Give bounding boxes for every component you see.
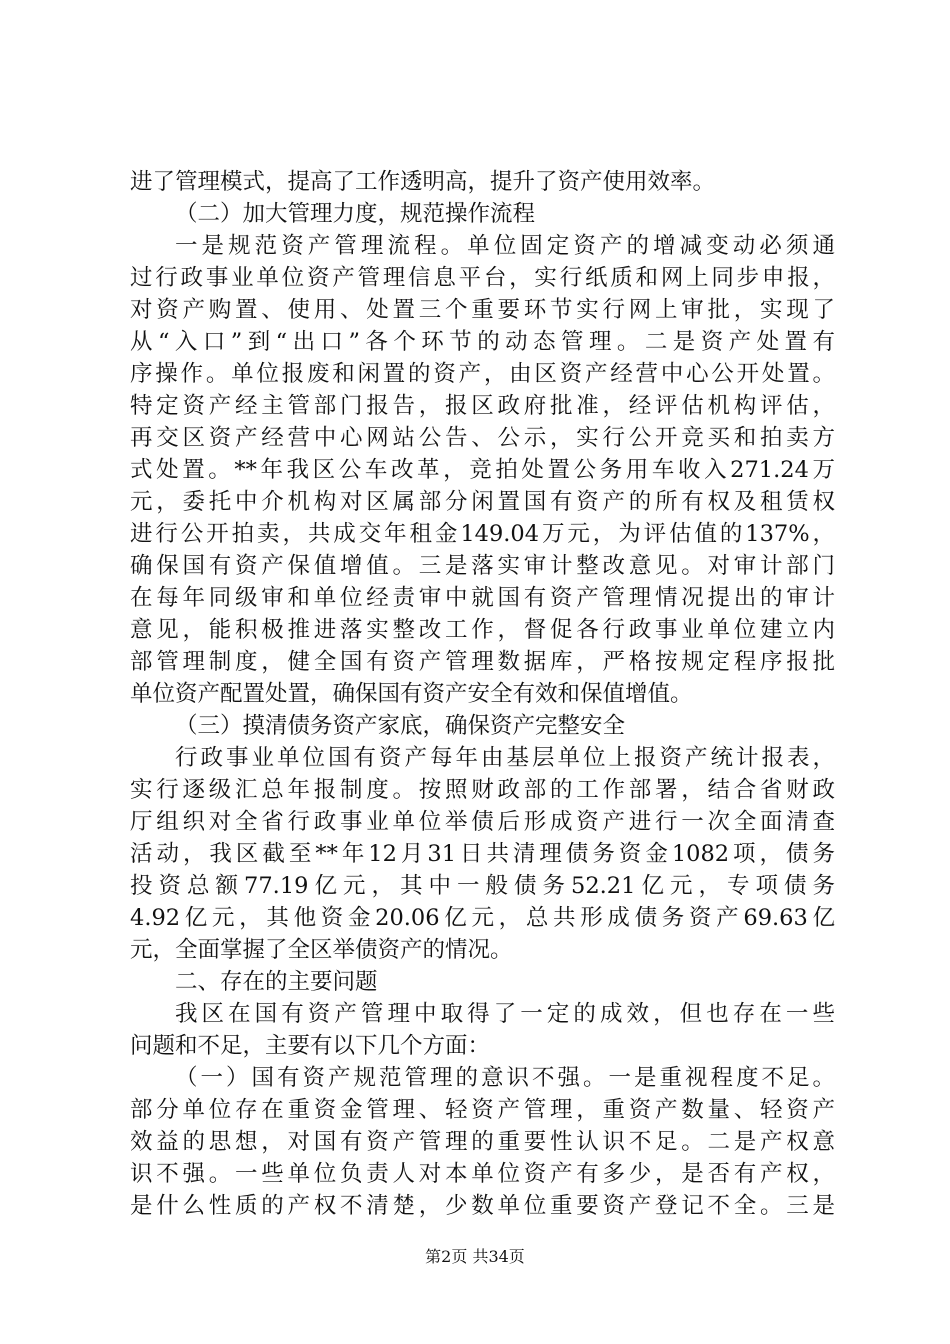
text-line: 4.92亿元，其他资金20.06亿元，总共形成债务资产69.63亿 xyxy=(130,905,835,931)
document-body xyxy=(130,166,835,1222)
text-line: 部分单位存在重资金管理、轻资产管理，重资产数量、轻资产 xyxy=(130,1097,835,1123)
text-line: 投资总额77.19亿元，其中一般债务52.21亿元，专项债务 xyxy=(130,873,835,899)
text-line: 对资产购置、使用、处置三个重要环节实行网上审批，实现了 xyxy=(130,297,835,323)
text-line: 实行逐级汇总年报制度。按照财政部的工作部署，结合省财政 xyxy=(130,777,835,803)
text-line: 厅组织对全省行政事业单位举债后形成资产进行一次全面清查 xyxy=(130,809,835,835)
text-line: 在每年同级审和单位经责审中就国有资产管理情况提出的审计 xyxy=(130,585,835,611)
text-line: 我区在国有资产管理中取得了一定的成效，但也存在一些 xyxy=(175,1001,835,1027)
text-line: （一）国有资产规范管理的意识不强。一是重视程度不足。 xyxy=(175,1065,835,1091)
text-line: 元，委托中介机构对区属部分闲置国有资产的所有权及租赁权 xyxy=(130,489,835,515)
page-number-footer: 第2页 共34页 xyxy=(425,1247,525,1266)
text-line: 再交区资产经营中心网站公告、公示，实行公开竞买和拍卖方 xyxy=(130,425,835,451)
text-line: 一是规范资产管理流程。单位固定资产的增减变动必须通 xyxy=(175,233,835,259)
text-line: 从“入口”到“出口”各个环节的动态管理。二是资产处置有 xyxy=(130,329,835,355)
text-line: 过行政事业单位资产管理信息平台，实行纸质和网上同步申报， xyxy=(130,265,835,291)
text-line: 特定资产经主管部门报告，报区政府批准，经评估机构评估， xyxy=(130,393,835,419)
text-line: 进了管理模式，提高了工作透明高，提升了资产使用效率。 xyxy=(130,169,716,195)
text-line: （二）加大管理力度，规范操作流程 xyxy=(175,201,536,227)
text-line: 单位资产配置处置，确保国有资产安全有效和保值增值。 xyxy=(130,681,693,707)
text-line: 意见，能积极推进落实整改工作，督促各行政事业单位建立内 xyxy=(130,617,835,643)
text-line: 式处置。**年我区公车改革，竞拍处置公务用车收入271.24万 xyxy=(130,457,835,483)
text-line: （三）摸清债务资产家底，确保资产完整安全 xyxy=(175,713,626,739)
text-line: 行政事业单位国有资产每年由基层单位上报资产统计报表， xyxy=(175,745,835,771)
text-line: 确保国有资产保值增值。三是落实审计整改意见。对审计部门 xyxy=(130,553,835,579)
text-line: 问题和不足，主要有以下几个方面： xyxy=(130,1033,491,1059)
text-line: 部管理制度，健全国有资产管理数据库，严格按规定程序报批 xyxy=(130,649,835,675)
text-line: 序操作。单位报废和闲置的资产，由区资产经营中心公开处置。 xyxy=(130,361,835,387)
text-line: 进行公开拍卖，共成交年租金149.04万元，为评估值的137%， xyxy=(130,521,835,547)
text-line: 是什么性质的产权不清楚，少数单位重要资产登记不全。三是 xyxy=(130,1193,835,1219)
text-line: 识不强。一些单位负责人对本单位资产有多少，是否有产权， xyxy=(130,1161,835,1187)
text-line: 元，全面掌握了全区举债资产的情况。 xyxy=(130,937,513,963)
text-line: 二、存在的主要问题 xyxy=(175,969,378,995)
text-line: 活动，我区截至**年12月31日共清理债务资金1082项，债务 xyxy=(130,841,835,867)
text-line: 效益的思想，对国有资产管理的重要性认识不足。二是产权意 xyxy=(130,1129,835,1155)
